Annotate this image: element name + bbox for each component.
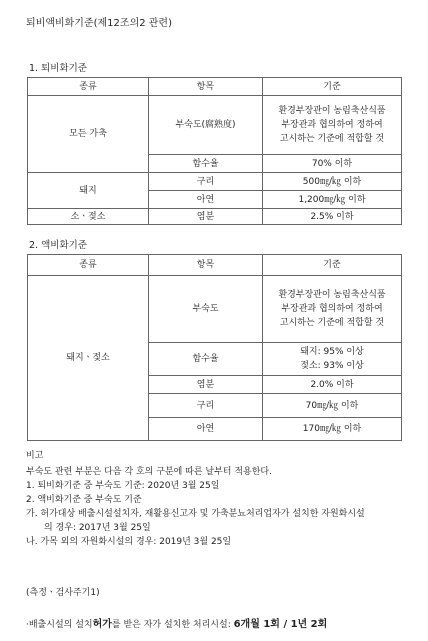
item-cell: 아연 xyxy=(149,191,263,209)
bottom-line: ·배출시설의 설치허가를 받은 자가 설치한 처리시설: 6개월 1회 / 1년 2회 xyxy=(26,619,328,630)
item-cell: 부숙도(腐熟度) xyxy=(149,96,263,155)
standard-cell: 500㎎/㎏ 이하 xyxy=(263,173,402,191)
type-cell: 돼지ㆍ젖소 xyxy=(28,276,149,441)
item-cell: 함수율 xyxy=(149,343,263,376)
table-row xyxy=(28,276,402,343)
section2-heading: 2. 액비화기준 xyxy=(29,240,87,251)
item-cell: 아연 xyxy=(149,418,263,441)
bottom-cycle: 6개월 1회 / 1년 2회 xyxy=(233,619,328,630)
table-row xyxy=(28,96,402,155)
standard-cell: 돼지: 95% 이상 젖소: 93% 이상 xyxy=(263,343,402,376)
table-row xyxy=(28,173,402,191)
notes-item-2a: 가. 허가대상 배출시설설치자, 재활용신고자 및 가축분뇨처리업자가 설치한 자원화시설 xyxy=(26,509,365,519)
col-header-item: 항목 xyxy=(149,255,263,276)
table-header-row xyxy=(28,78,402,96)
item-cell: 구리 xyxy=(149,394,263,418)
item-cell: 염분 xyxy=(149,209,263,225)
notes-item-1: 1. 퇴비화기준 중 부숙도 기준: 2020년 3월 25일 xyxy=(26,481,220,491)
col-header-standard: 기준 xyxy=(263,78,402,96)
notes-item-2: 2. 액비화기준 중 부숙도 기준 xyxy=(26,495,142,505)
item-cell: 염분 xyxy=(149,376,263,394)
notes-heading: 비고 xyxy=(26,451,44,461)
bottom-emph: 허가 xyxy=(92,619,112,630)
col-header-item: 항목 xyxy=(149,78,263,96)
type-cell: 소ㆍ젖소 xyxy=(28,209,149,225)
standard-cell: 70㎎/㎏ 이하 xyxy=(263,394,402,418)
standard-cell: 1,200㎎/㎏ 이하 xyxy=(263,191,402,209)
item-cell: 구리 xyxy=(149,173,263,191)
col-header-type: 종류 xyxy=(28,78,149,96)
col-header-type: 종류 xyxy=(28,255,149,276)
compost-standards-table xyxy=(27,77,402,225)
standard-cell: 2.0% 이하 xyxy=(263,376,402,394)
table-row xyxy=(28,209,402,225)
standard-cell: 170㎎/㎏ 이하 xyxy=(263,418,402,441)
standard-cell: 2.5% 이하 xyxy=(263,209,402,225)
col-header-standard: 기준 xyxy=(263,255,402,276)
item-cell: 함수율 xyxy=(149,155,263,173)
section1-heading: 1. 퇴비화기준 xyxy=(29,63,87,74)
standard-cell: 환경부장관이 농림축산식품 부장관과 협의하여 정하여 고시하는 기준에 적합할 것 xyxy=(263,276,402,343)
notes-item-2a-cont: 의 경우: 2017년 3월 25일 xyxy=(44,523,151,533)
item-cell: 부숙도 xyxy=(149,276,263,343)
notes-section xyxy=(26,449,365,549)
type-cell: 돼지 xyxy=(28,173,149,209)
page-title: 퇴비액비화기준(제12조의2 관련) xyxy=(26,18,172,29)
measure-cycle-label: (측정ㆍ검사주기1) xyxy=(26,588,100,598)
standard-cell: 70% 이하 xyxy=(263,155,402,173)
liquid-fertilizer-standards-table xyxy=(27,254,402,441)
notes-intro: 부숙도 관련 부분은 다음 각 호의 구분에 따른 날부터 적용한다. xyxy=(26,467,272,477)
type-cell: 모든 가축 xyxy=(28,96,149,173)
notes-item-2b: 나. 가목 외의 자원화시설의 경우: 2019년 3월 25일 xyxy=(26,537,232,547)
standard-cell: 환경부장관이 농림축산식품 부장관과 협의하여 정하여 고시하는 기준에 적합할 것 xyxy=(263,96,402,155)
table-header-row xyxy=(28,255,402,276)
